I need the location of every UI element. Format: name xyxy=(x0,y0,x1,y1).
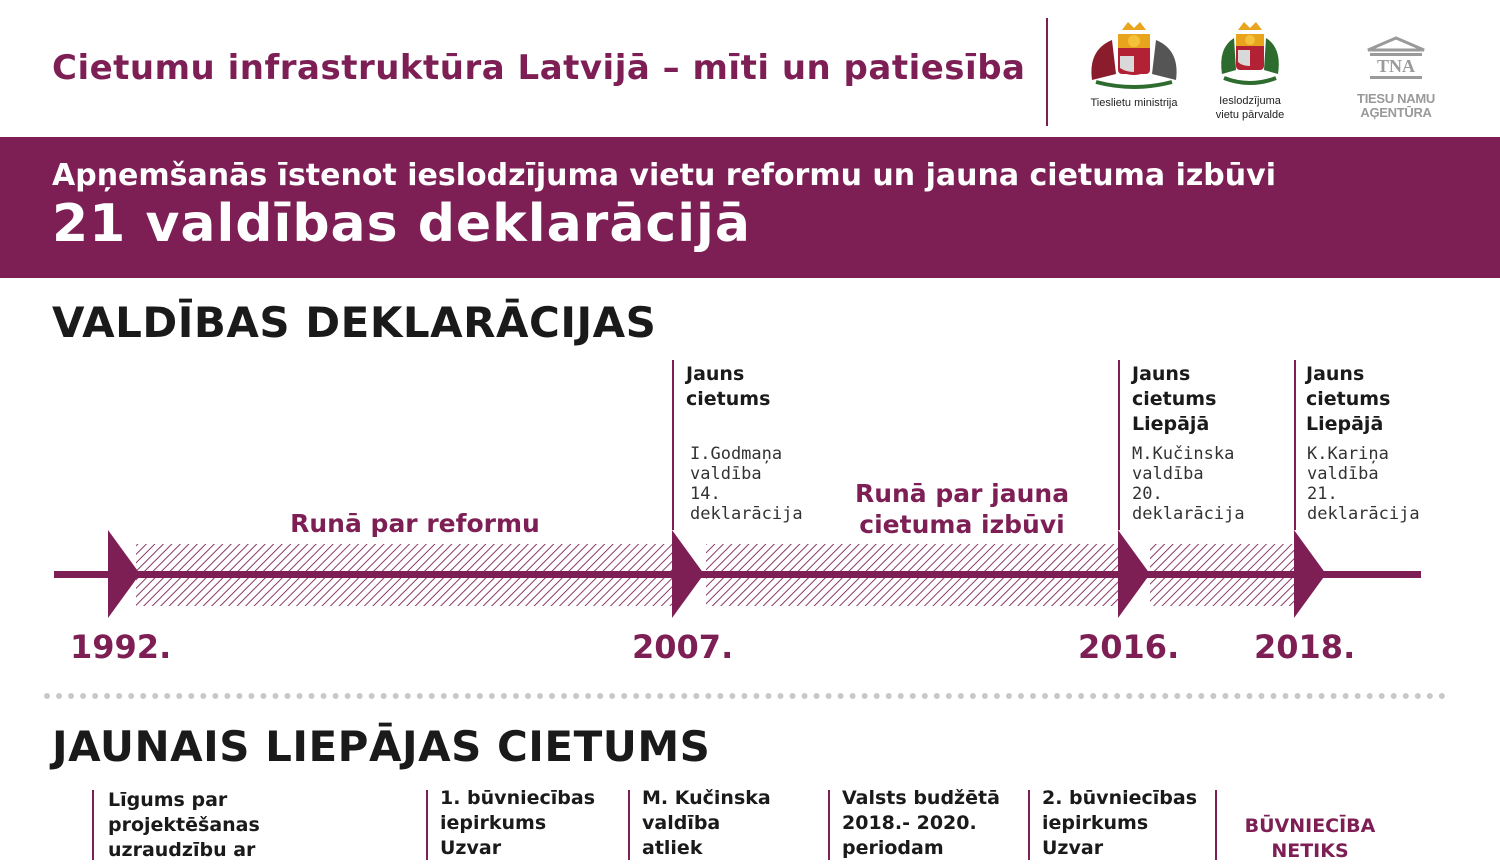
tna-building-icon xyxy=(1322,36,1470,88)
arrow-marker-2018 xyxy=(1294,530,1326,618)
year-1992: 1992. xyxy=(70,628,172,666)
court-agency-caption: TIESU NAMU AĢENTŪRA xyxy=(1357,91,1435,120)
prison-admin-caption-1: Ieslodzījuma xyxy=(1219,95,1281,107)
latvia-small-arms-icon xyxy=(1208,20,1292,90)
arrow-marker-2016 xyxy=(1118,530,1150,618)
court-agency-logo xyxy=(1322,36,1470,120)
project-line-3 xyxy=(628,790,630,860)
year-2018: 2018. xyxy=(1254,628,1356,666)
project-heading: JAUNAIS LIEPĀJAS CIETUMS xyxy=(52,722,711,771)
project-item-budget: Valsts budžētā 2018.- 2020. periodam xyxy=(842,787,1000,859)
project-item-contract: Līgums par projektēšanas uzraudzību ar xyxy=(108,789,260,861)
ministry-logo xyxy=(1082,20,1186,110)
latvia-coat-of-arms-icon xyxy=(1082,20,1186,92)
project-line-1 xyxy=(92,790,94,860)
event-line-2018 xyxy=(1294,360,1296,530)
event-detail-2018: K.Kariņa valdība 21. deklarācija xyxy=(1307,444,1420,524)
timeline-heading: VALDĪBAS DEKLARĀCIJAS xyxy=(52,298,657,347)
project-item-procurement-2: 2. būvniecības iepirkums Uzvar xyxy=(1042,787,1197,859)
event-line-2007 xyxy=(672,360,674,530)
prison-admin-caption-2: vietu pārvalde xyxy=(1215,109,1285,121)
segment-label-reform: Runā par reformu xyxy=(290,509,540,538)
event-detail-2016: M.Kučinska valdība 20. deklarācija xyxy=(1132,444,1245,524)
event-detail-2007: I.Godmaņa valdība 14. deklarācija xyxy=(690,444,803,524)
svg-text:TNA: TNA xyxy=(1376,56,1416,76)
event-title-2016: Jauns cietums Liepājā xyxy=(1132,363,1217,435)
arrow-marker-2007 xyxy=(672,530,704,618)
event-line-2016 xyxy=(1118,360,1120,530)
segment-label-new-prison: Runā par jauna cietuma izbūvi xyxy=(854,479,1070,539)
timeline-graphic xyxy=(0,520,1500,630)
page-title: Cietumu infrastruktūra Latvijā – mīti un patiesība xyxy=(52,48,1026,88)
event-title-2018: Jauns cietums Liepājā xyxy=(1306,363,1391,435)
project-line-4 xyxy=(828,790,830,860)
timeline-axis xyxy=(54,571,1421,578)
banner-subtitle: Apņemšanās īstenot ieslodzījuma vietu reformu un jauna cietuma izbūvi xyxy=(52,158,1276,193)
ministry-caption: Tieslietu ministrija xyxy=(1090,97,1178,109)
event-title-2007: Jauns cietums xyxy=(686,363,771,410)
year-2016: 2016. xyxy=(1078,628,1180,666)
project-line-6 xyxy=(1215,790,1217,860)
project-line-5 xyxy=(1028,790,1030,860)
arrow-marker-1992 xyxy=(108,530,140,618)
year-2007: 2007. xyxy=(632,628,734,666)
prison-admin-logo xyxy=(1208,20,1292,122)
project-item-postpone: M. Kučinska valdība atliek xyxy=(642,787,771,859)
banner-title: 21 valdības deklarācijā xyxy=(52,194,751,254)
header-divider xyxy=(1046,18,1048,126)
section-divider xyxy=(44,693,1446,699)
project-item-procurement-1: 1. būvniecības iepirkums Uzvar xyxy=(440,787,595,859)
project-line-2 xyxy=(426,790,428,860)
project-item-no-construction: BŪVNIECĪBA NETIKS xyxy=(1244,815,1376,862)
